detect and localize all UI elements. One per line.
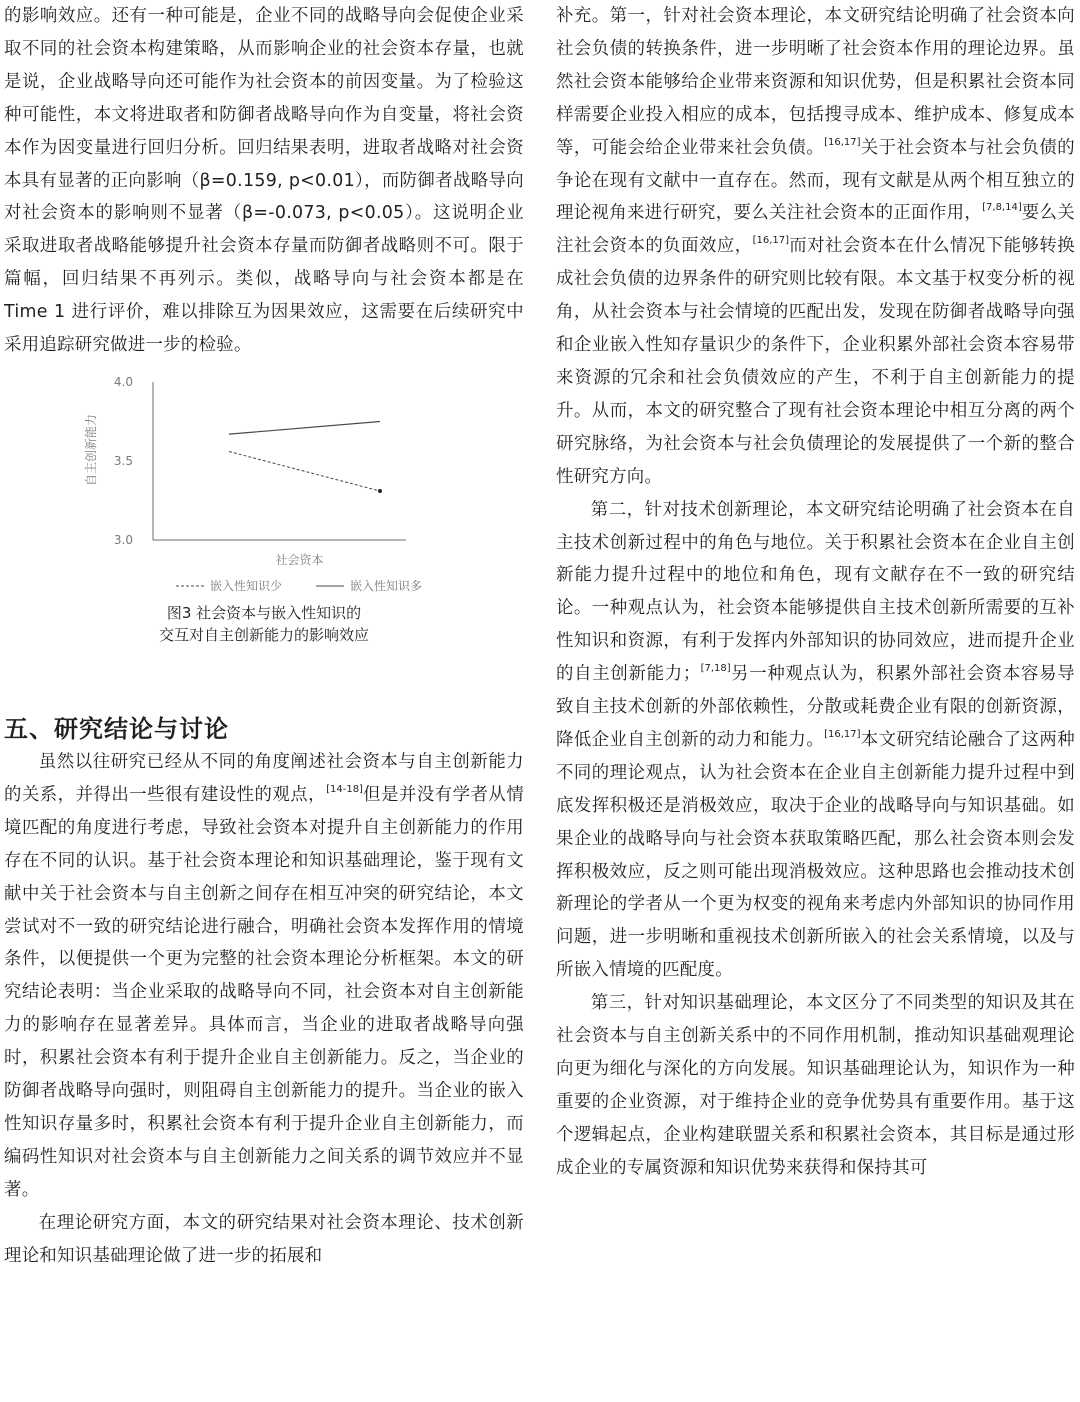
text-run: 要么关注社会资本的负面效应， bbox=[556, 203, 1075, 257]
citation: [7,8,14] bbox=[982, 202, 1022, 214]
y-tick-label: 3.0 bbox=[113, 532, 133, 547]
y-tick-label: 4.0 bbox=[113, 374, 133, 389]
legend-label-2: 嵌入性知识多 bbox=[350, 578, 423, 593]
y-tick-label: 3.5 bbox=[113, 453, 133, 468]
text-run: 补充。第一，针对社会资本理论，本文研究结论明确了社会资本向社会负债的转换条件，进一步明晰了社会资本作用的理论边界。虽然社会资本能够给企业带来资源和知识优势，但是积累社会资本同样需要企业投入相应的成本，包括搜寻成本、维护成本、修复成本等，可能会给企业带来社会负债。 bbox=[556, 6, 1075, 158]
section-heading: 五、研究结论与讨论 bbox=[4, 714, 229, 743]
paragraph-left-b: 在理论研究方面，本文的研究结果对社会资本理论、技术创新理论和知识基础理论做了进一步的拓展和 bbox=[4, 1212, 524, 1266]
text-run: 本文研究结论融合了这两种不同的理论观点，认为社会资本在企业自主创新能力提升过程中到底发挥积极还是消极效应，取决于企业的战略导向与知识基础。如果企业的战略导向与社会资本获取策略匹配，那么社会资本则会发挥积极效应，反之则可能出现消极效应。这种思路也会推动技术创新理论的学者从一个更为权变的视角来考虑内外部知识的协同作用问题，进一步明晰和重视技术创新所嵌入的社会关系情境，以及与所嵌入情境的匹配度。 bbox=[556, 729, 1075, 981]
text-run: 而对社会资本在什么情况下能够转换成社会负债的边界条件的研究则比较有限。本文基于权变分析的视角，从社会资本与社会情境的匹配出发，发现在防御者战略导向强和企业嵌入性知存量识少的条件下，企业积累外部社会资本容易带来资源的冗余和社会负债效应的产生，不利于自主创新能力的提升。从而，本文的研究整合了现有社会资本理论中相互分离的两个研究脉络，为社会资本与社会负债理论的发展提供了一个新的整合性研究方向。 bbox=[556, 236, 1075, 487]
text-run: 第二，针对技术创新理论，本文研究结论明确了社会资本在自主技术创新过程中的角色与地位。关于积累社会资本在企业自主创新能力提升过程中的地位和角色，现有文献存在不一致的研究结论。一种观点认为，社会资本能够提供自主技术创新所需要的互补性知识和资源，有利于发挥内外部知识的协同效应，进而提升企业的自主创新能力； bbox=[556, 499, 1075, 685]
text-run: 但是并没有学者从情境匹配的角度进行考虑，导致社会资本对提升自主创新能力的作用存在不同的认识。基于社会资本理论和知识基础理论，鉴于现有文献中关于社会资本与自主创新之间存在相互冲突的研究结论，本文尝试对不一致的研究结论进行融合，明确社会资本发挥作用的情境条件，以便提供一个更为完整的社会资本理论分析框架。本文的研究结论表明：当企业采取的战略导向不同，社会资本对自主创新能力的影响存在显著差异。具体而言，当企业的进取者战略导向强时，积累社会资本有利于提升企业自主创新能力。反之，当企业的防御者战略导向强时，则阻碍自主创新能力的提升。当企业的嵌入性知识存量多时，积累社会资本有利于提升企业自主创新能力，而编码性知识对社会资本与自主创新能力之间关系的调节效应并不显著。 bbox=[4, 784, 525, 1200]
series-line-1 bbox=[229, 451, 380, 491]
series-line-2 bbox=[229, 421, 380, 434]
figure-caption bbox=[4, 602, 524, 646]
figure-caption-line-1: 图3 社会资本与嵌入性知识的 bbox=[166, 603, 362, 622]
left-column bbox=[4, 0, 524, 1272]
citation: [7,18] bbox=[700, 663, 731, 675]
text-run: 关于社会资本与社会负债的争论在现有文献中一直存在。然而，现有文献是从两个相互独立的理论视角来进行研究，要么关注社会资本的正面作用， bbox=[556, 137, 1075, 224]
paragraph-right-e: 第三，针对知识基础理论，本文区分了不同类型的知识及其在社会资本与自主创新关系中的不同作用机制，推动知识基础观理论向更为细化与深化的方向发展。知识基础理论认为，知识作为一种重要的企业资源，对于维持企业的竞争优势具有重要作用。基于这个逻辑起点，企业构建联盟关系和积累社会资本，其目标是通过形成企业的专属资源和知识优势来获得和保持其可 bbox=[556, 993, 1075, 1178]
text-run: 另一种观点认为，积累外部社会资本容易导致自主技术创新的外部依赖性，分散或耗费企业有限的创新资源，降低企业自主创新的动力和能力。 bbox=[556, 664, 1075, 750]
chart-legend bbox=[176, 578, 422, 593]
figure-caption-line-2: 交互对自主创新能力的影响效应 bbox=[158, 625, 369, 644]
paragraph-right-d bbox=[556, 494, 1075, 988]
interaction-chart bbox=[4, 362, 524, 602]
citation: [16,17] bbox=[824, 728, 861, 740]
citation: [16,17] bbox=[752, 235, 790, 247]
paragraph-right-c bbox=[556, 0, 1075, 494]
citation: [14-18] bbox=[326, 783, 363, 795]
x-axis-label: 社会资本 bbox=[275, 552, 324, 567]
paragraph-left-top: 的影响效应。还有一种可能是，企业不同的战略导向会促使企业采取不同的社会资本构建策略，从而影响企业的社会资本存量，也就是说，企业战略导向还可能作为社会资本的前因变量。为了检验这种可能性，本文将进取者和防御者战略导向作为自变量，将社会资本作为因变量进行回归分析。回归结果表明，进取者战略对社会资本具有显著的正向影响（β=0.159, p<0.01），而防御者战略导向对社会资本的影响则不显著（β=-0.073, p<0.05）。这说明企业采取进取者战略能够提升社会资本存量而防御者战略则不可。限于篇幅，回归结果不再列示。类似，战略导向与社会资本都是在 Time 1 进行评价，难以排除互为因果效应，这需要在后续研究中采用追踪研究做进一步的检验。 bbox=[4, 6, 524, 356]
y-axis-label: 自主创新能力 bbox=[84, 413, 98, 486]
series-lines bbox=[229, 421, 382, 493]
figure-3 bbox=[4, 362, 524, 712]
text-run: 虽然以往研究已经从不同的角度阐述社会资本与自主创新能力的关系，并得出一些很有建设性的观点， bbox=[4, 751, 524, 805]
citation: [16,17] bbox=[824, 136, 861, 148]
series-end-point bbox=[378, 489, 382, 493]
right-column bbox=[556, 0, 1075, 1185]
legend-label-1: 嵌入性知识少 bbox=[210, 578, 283, 593]
paragraph-left-a bbox=[4, 746, 524, 1207]
y-tick-labels bbox=[114, 375, 133, 547]
